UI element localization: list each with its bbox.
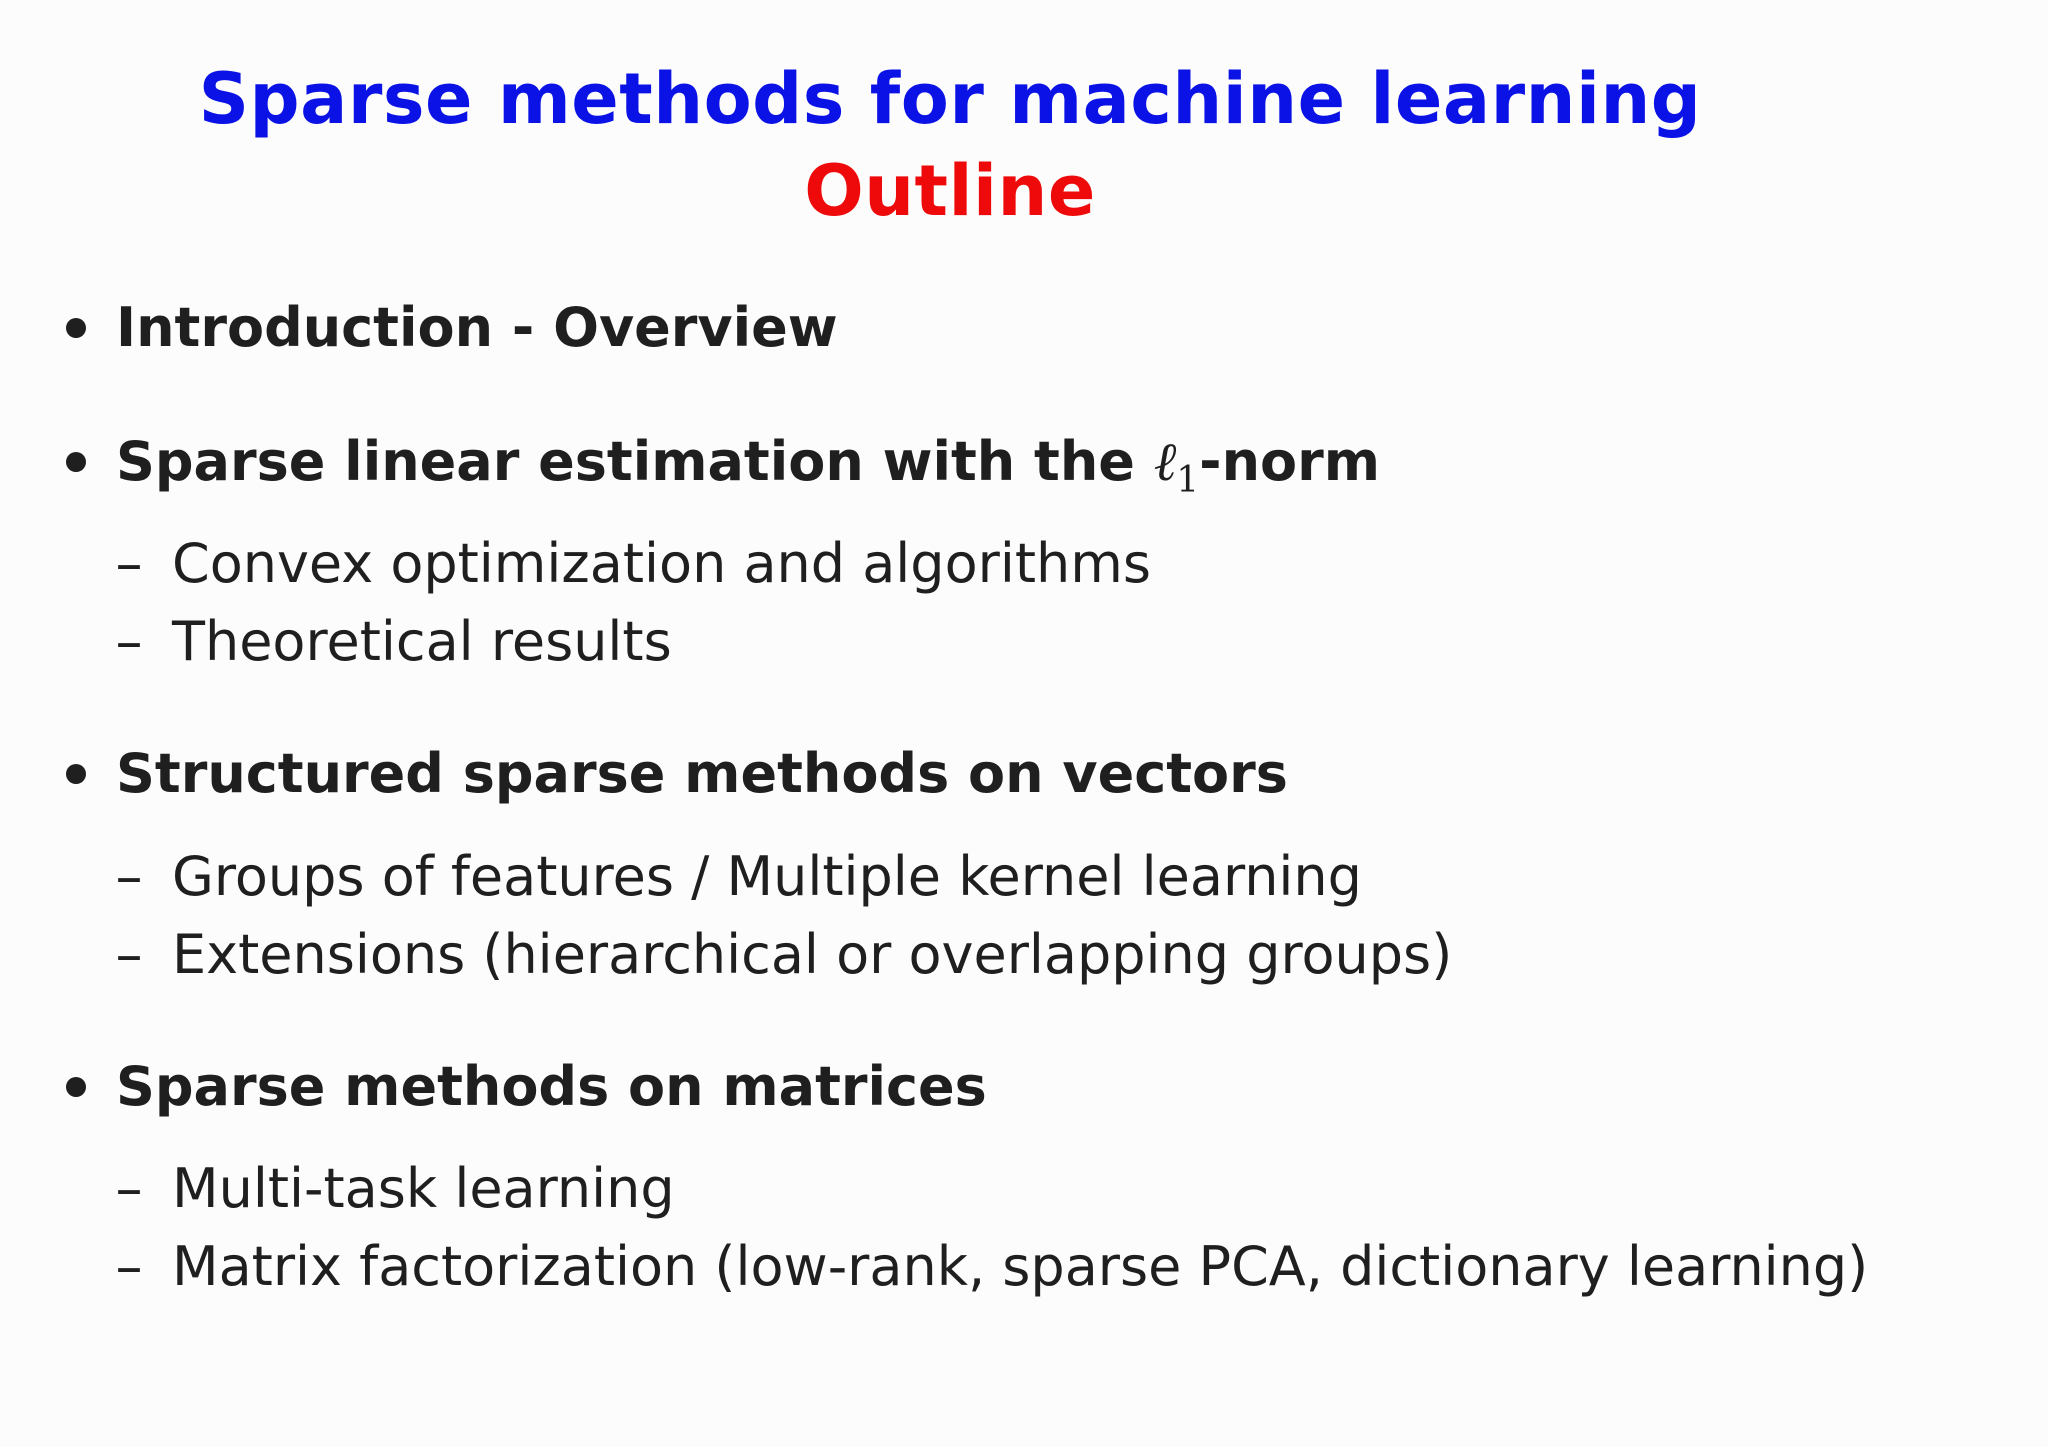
outline-subitem	[112, 845, 1362, 908]
outline-subitem	[112, 1157, 675, 1220]
outline-item-sparse-linear	[66, 430, 1380, 501]
outline-item-label: Sparse methods on matrices	[116, 1055, 987, 1118]
dash-icon: –	[115, 532, 143, 595]
l1-norm-symbol: ℓ$_1$	[1153, 430, 1200, 501]
outline-item-structured-sparse	[66, 742, 1288, 805]
dash-icon: –	[115, 610, 143, 673]
outline-subitem	[112, 532, 1151, 595]
bullet-icon	[66, 764, 86, 784]
slide-subtitle: Outline	[804, 150, 1096, 232]
outline-item-label: Structured sparse methods on vectors	[116, 742, 1288, 805]
outline-item-label-prefix: Sparse linear estimation with the	[116, 430, 1135, 493]
outline-subitem	[112, 610, 672, 673]
outline-subitem-label: Matrix factorization (low-rank, sparse PCA, dictionary learning)	[172, 1235, 1869, 1298]
outline-item-sparse-matrices	[66, 1055, 987, 1118]
outline-item-introduction	[66, 296, 838, 359]
bullet-icon	[66, 452, 86, 472]
outline-subitem-label: Extensions (hierarchical or overlapping groups)	[172, 923, 1453, 986]
dash-icon: –	[115, 1157, 143, 1220]
bullet-icon	[66, 318, 86, 338]
dash-icon: –	[115, 923, 143, 986]
outline-subitem	[112, 923, 1452, 986]
dash-icon: –	[115, 1235, 143, 1298]
bullet-icon	[66, 1077, 86, 1097]
outline-subitem	[112, 1235, 1868, 1298]
dash-icon: –	[115, 845, 143, 908]
outline-item-label: Introduction - Overview	[116, 296, 838, 359]
outline-subitem-label: Groups of features / Multiple kernel learning	[172, 845, 1362, 908]
outline-subitem-label: Convex optimization and algorithms	[172, 532, 1151, 595]
outline-item-label-suffix: -norm	[1199, 430, 1381, 493]
outline-subitem-label: Theoretical results	[172, 610, 672, 673]
outline-subitem-label: Multi-task learning	[172, 1157, 675, 1220]
slide-title: Sparse methods for machine learning	[198, 58, 1702, 140]
